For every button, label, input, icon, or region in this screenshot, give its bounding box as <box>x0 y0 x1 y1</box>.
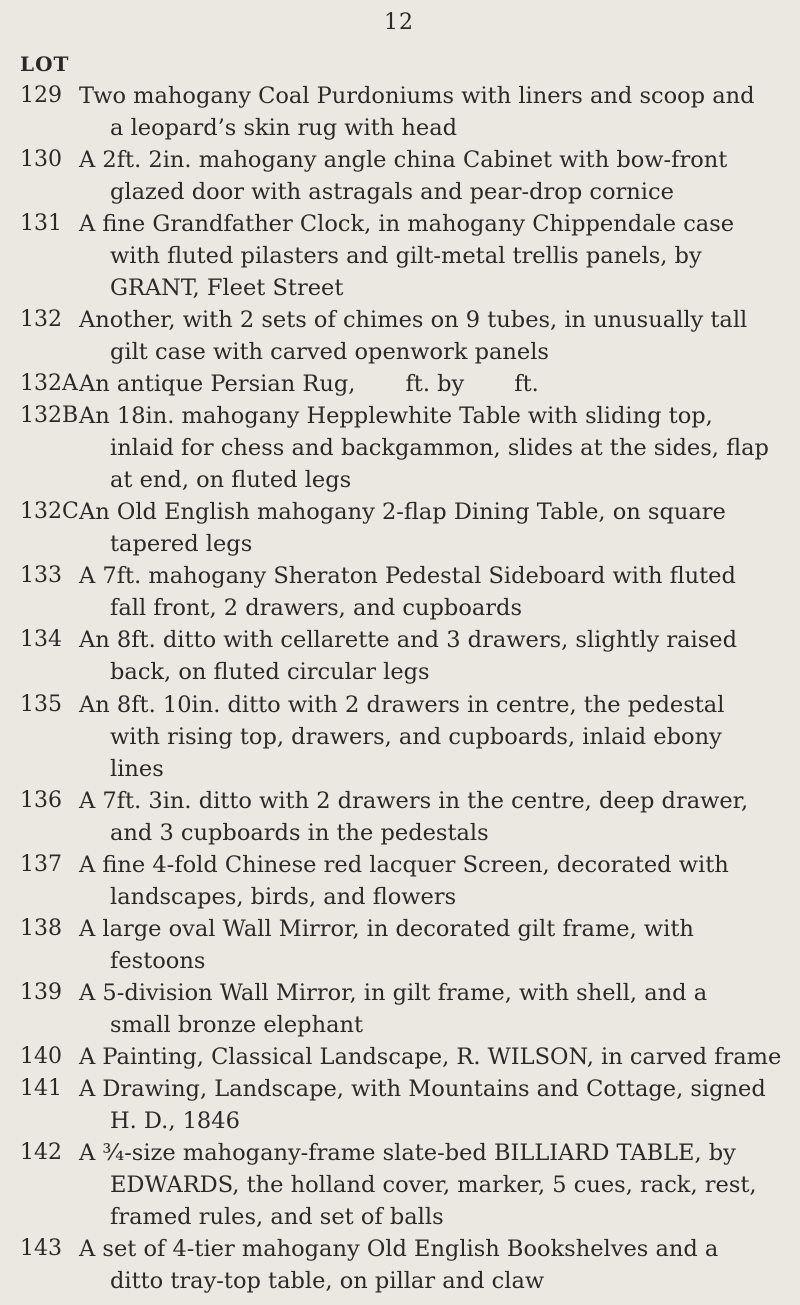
lot-desc-line: back, on fluted circular legs <box>110 659 430 686</box>
lot-description <box>79 785 779 849</box>
lot-desc-line: A 2ft. 2in. mahogany angle china Cabinet with bow-front <box>79 147 728 174</box>
lot-number: 141 <box>20 1075 62 1101</box>
lot-desc-line: and 3 cupboards in the pedestals <box>110 819 489 846</box>
lot-desc-line: glazed door with astragals and pear-drop cornice <box>110 179 674 206</box>
lot-desc-line: H. D., 1846 <box>110 1107 240 1134</box>
lot-description <box>79 913 779 977</box>
lot-number: 130 <box>20 147 62 173</box>
lot-number: 142 <box>20 1139 62 1165</box>
lot-desc-line: framed rules, and set of balls <box>110 1203 444 1230</box>
lot-desc-line: small bronze elephant <box>110 1011 364 1038</box>
lot-desc-line: ditto tray-top table, on pillar and claw <box>110 1267 545 1294</box>
lot-number: 138 <box>20 915 62 941</box>
lot-desc-line: landscapes, birds, and flowers <box>110 883 457 910</box>
lot-desc-line: A 7ft. 3in. ditto with 2 drawers in the centre, deep drawer, <box>79 787 749 814</box>
lot-desc-line: Another, with 2 sets of chimes on 9 tubes, in unusually tall <box>79 307 748 334</box>
lot-desc-line: An 8ft. ditto with cellarette and 3 drawers, slightly raised <box>79 627 737 654</box>
lot-number: 140 <box>20 1043 62 1069</box>
lot-description <box>79 496 779 560</box>
lot-description <box>79 977 779 1041</box>
lot-desc-line: A fine 4-fold Chinese red lacquer Screen, decorated with <box>79 851 729 878</box>
lot-description <box>79 1073 779 1137</box>
lot-description <box>79 560 779 624</box>
lot-number: 132A <box>20 371 78 397</box>
lot-desc-line: tapered legs <box>110 531 253 558</box>
lot-number: 134 <box>20 627 62 653</box>
lot-desc-line: Two mahogany Coal Purdoniums with liners and scoop and <box>79 83 755 109</box>
lot-description <box>79 689 779 785</box>
lot-desc-line: with rising top, drawers, and cupboards, inlaid ebony <box>110 723 722 750</box>
lot-desc-line: with fluted pilasters and gilt-metal trellis panels, by <box>110 243 702 270</box>
lot-desc-line: EDWARDS, the holland cover, marker, 5 cues, rack, rest, <box>110 1171 757 1198</box>
lot-desc-line: An 8ft. 10in. ditto with 2 drawers in centre, the pedestal <box>79 691 725 718</box>
lot-number: 136 <box>20 787 62 813</box>
lot-desc-line: at end, on fluted legs <box>110 467 352 494</box>
lot-desc-line: An Old English mahogany 2-flap Dining Table, on square <box>79 499 726 526</box>
lot-number: 132 <box>20 307 62 333</box>
lot-description <box>79 144 779 208</box>
lot-desc-line: fall front, 2 drawers, and cupboards <box>110 595 522 622</box>
lot-desc-line: festoons <box>110 947 206 974</box>
lot-number: 131 <box>20 211 62 237</box>
lot-desc-line: An antique Persian Rug, ft. by ft. <box>79 371 539 398</box>
lot-description <box>79 1137 779 1233</box>
lot-number: 132C <box>20 499 79 525</box>
lot-desc-line: A 5-division Wall Mirror, in gilt frame, with shell, and a <box>79 979 708 1006</box>
lot-desc-line: A set of 4-tier mahogany Old English Bookshelves and a <box>79 1235 719 1262</box>
lot-desc-line: GRANT, Fleet Street <box>110 275 344 302</box>
lot-desc-line: lines <box>110 755 164 782</box>
lot-number: 139 <box>20 979 62 1005</box>
lot-desc-line: A Drawing, Landscape, with Mountains and Cottage, signed <box>79 1075 766 1102</box>
lot-number: 129 <box>20 83 62 108</box>
lot-description <box>79 304 779 368</box>
lot-description <box>79 1233 779 1297</box>
lot-number: 143 <box>20 1235 62 1261</box>
lot-description <box>79 400 779 496</box>
lot-desc-line: A ¾-size mahogany-frame slate-bed BILLIARD TABLE, by <box>79 1139 736 1166</box>
lot-description <box>79 368 779 400</box>
lot-desc-line: inlaid for chess and backgammon, slides at the sides, flap <box>110 435 769 462</box>
lot-heading: LOT <box>20 52 70 76</box>
lot-description <box>79 624 779 688</box>
lot-desc-line: An 18in. mahogany Hepplewhite Table with sliding top, <box>79 403 713 430</box>
lot-desc-line: A fine Grandfather Clock, in mahogany Chippendale case <box>79 211 735 238</box>
lot-number: 137 <box>20 851 62 877</box>
page-number: 12 <box>384 10 414 35</box>
lot-desc-line: gilt case with carved openwork panels <box>110 339 549 366</box>
lot-number: 133 <box>20 563 62 589</box>
lot-desc-line: A large oval Wall Mirror, in decorated gilt frame, with <box>79 915 694 942</box>
lot-desc-line: A 7ft. mahogany Sheraton Pedestal Sideboard with fluted <box>79 563 736 590</box>
lot-desc-line: a leopard’s skin rug with head <box>110 115 458 142</box>
lot-description <box>79 849 779 913</box>
lot-description <box>79 208 779 304</box>
lot-description <box>79 80 779 144</box>
lot-number: 135 <box>20 691 62 717</box>
lot-description <box>79 1041 782 1073</box>
lot-desc-line: A Painting, Classical Landscape, R. WILSON, in carved frame <box>79 1043 782 1070</box>
lot-number: 132B <box>20 403 79 429</box>
